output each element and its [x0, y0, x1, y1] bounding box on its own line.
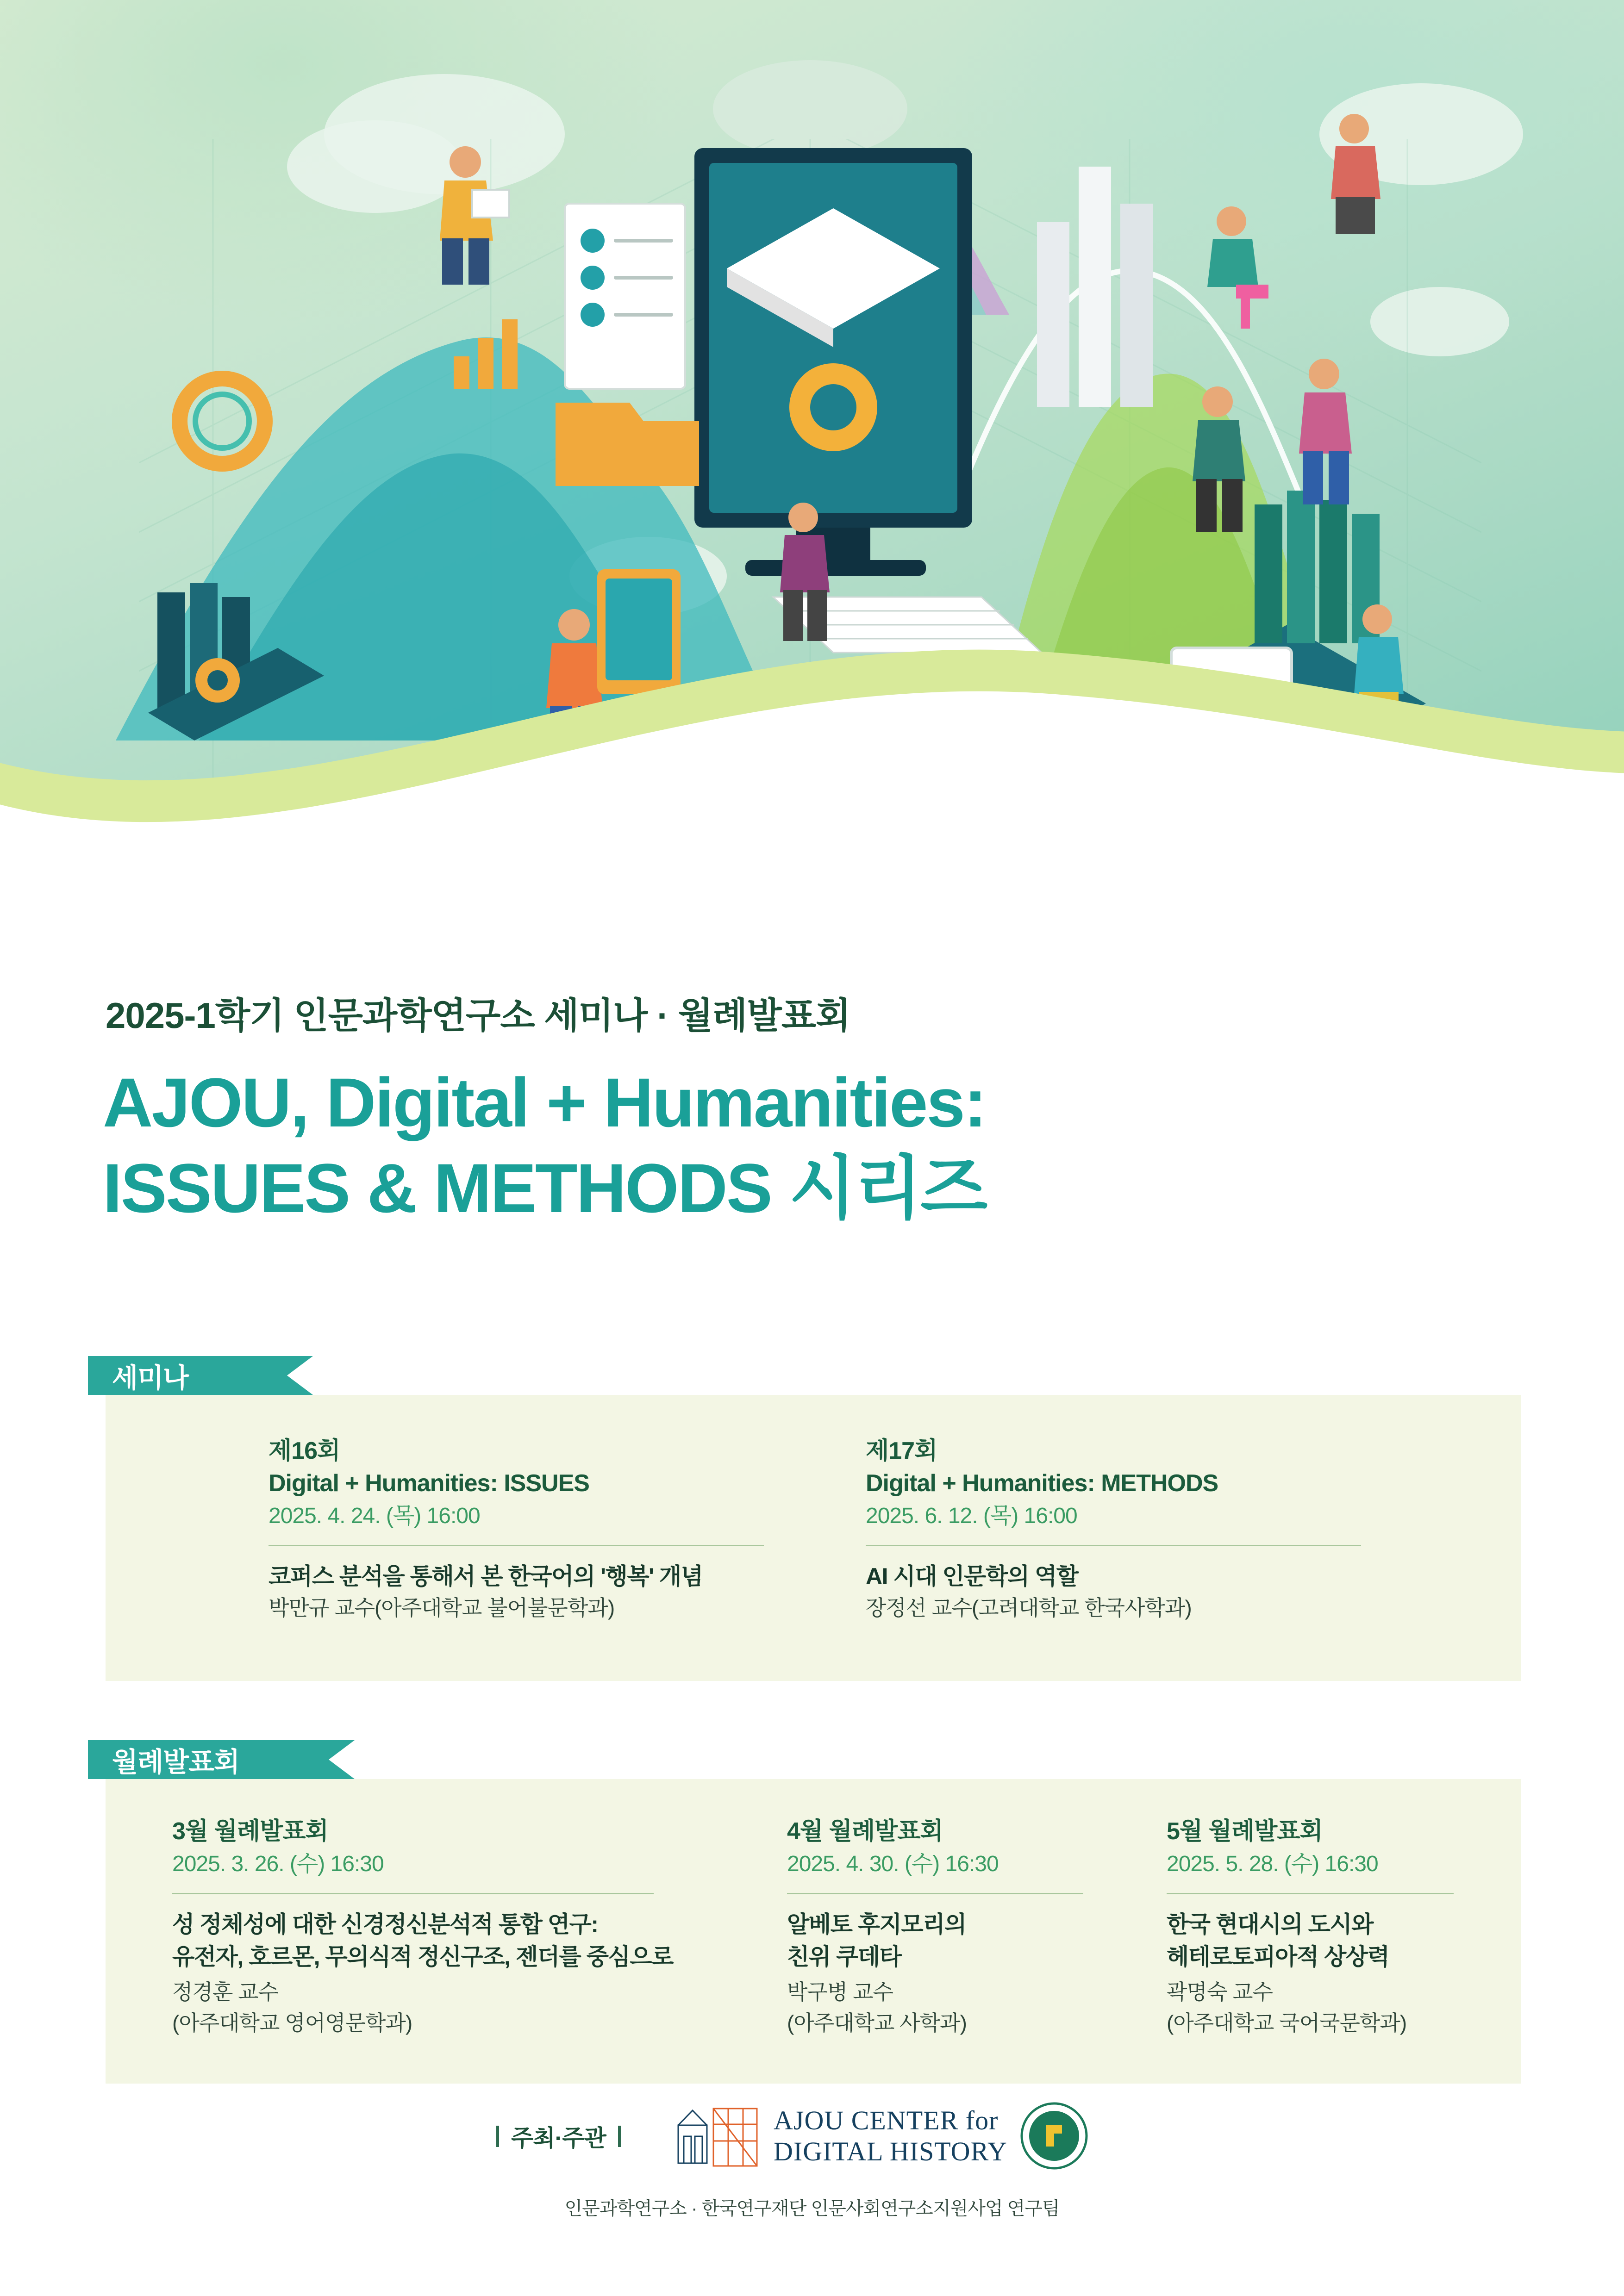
bar-chart-illustration [435, 296, 556, 398]
seminar-series: Digital + Humanities: METHODS [866, 1470, 1218, 1497]
monthly-round: 3월 월례발표회 [172, 1818, 328, 1845]
divider [172, 1893, 654, 1894]
page-title [103, 1060, 986, 1231]
seminar-card [866, 1435, 1468, 1624]
seminar-card [269, 1435, 870, 1624]
person-figure [1278, 352, 1375, 509]
footer-note: 인문과학연구소 · 한국연구재단 인문사회연구소지원사업 연구팀 [564, 2198, 1060, 2219]
seminar-talk-title: AI 시대 인문학의 역할 [866, 1563, 1078, 1590]
footer [0, 2092, 1624, 2296]
hero-illustration [0, 0, 1624, 953]
host-label: 주최·주관 [511, 2125, 606, 2151]
divider-bar [618, 2126, 621, 2147]
seminar-round: 제17회 [866, 1437, 937, 1464]
refresh-circle-icon [162, 361, 282, 481]
divider [787, 1893, 1083, 1894]
monthly-speaker-affiliation: (아주대학교 영어영문학과) [172, 2010, 412, 2035]
seminar-talk-title: 코퍼스 분석을 통해서 본 한국어의 '행복' 개념 [269, 1563, 703, 1590]
logo-group [674, 2097, 1089, 2175]
section-tag-monthly-label: 월례발표회 [112, 1747, 240, 1777]
person-figure [417, 139, 518, 292]
logo-line-2: DIGITAL HISTORY [774, 2136, 1007, 2166]
monthly-datetime: 2025. 3. 26. (수) 16:30 [172, 1852, 384, 1877]
divider [866, 1545, 1361, 1546]
monthly-talk-title-line2: 유전자, 호르몬, 무의식적 정신구조, 젠더를 중심으로 [172, 1944, 673, 1970]
seminar-series: Digital + Humanities: ISSUES [269, 1470, 589, 1497]
monthly-talk-title-line1: 한국 현대시의 도시와 [1167, 1911, 1373, 1938]
section-tag-monthly [88, 1740, 329, 1779]
page-title-line2: ISSUES & METHODS 시리즈 [103, 1149, 987, 1227]
seminar-datetime: 2025. 4. 24. (목) 16:00 [269, 1504, 480, 1529]
divider-bar [496, 2126, 499, 2147]
monthly-speaker-affiliation: (아주대학교 국어국문학과) [1167, 2010, 1407, 2035]
host-label-group [496, 2120, 621, 2153]
monthly-speaker-name: 정경훈 교수 [172, 1980, 278, 2004]
section-tag-seminar [88, 1356, 287, 1395]
section-tag-seminar-label: 세미나 [112, 1363, 189, 1393]
monthly-talk-title-line2: 헤테로토피아적 상상력 [1167, 1944, 1389, 1970]
monthly-card [172, 1815, 681, 2039]
person-figure [1185, 199, 1282, 338]
monthly-talk-title-line2: 친위 쿠데타 [787, 1944, 901, 1970]
monthly-round: 5월 월례발표회 [1167, 1818, 1323, 1845]
monthly-card [787, 1815, 1204, 2039]
divider [1167, 1893, 1454, 1894]
person-figure [1310, 106, 1403, 264]
towers-illustration [1009, 83, 1185, 417]
logo-line-1: AJOU CENTER for [774, 2105, 999, 2135]
divider [269, 1545, 764, 1546]
monthly-talk-title-line1: 알베토 후지모리의 [787, 1911, 966, 1938]
page-kicker: 2025-1학기 인문과학연구소 세미나 · 월례발표회 [106, 995, 850, 1036]
monthly-speaker-affiliation: (아주대학교 사학과) [787, 2010, 967, 2035]
ajou-center-logo-icon [674, 2097, 762, 2175]
hero-bottom-curve [0, 546, 1624, 953]
person-figure [1171, 380, 1268, 537]
monthly-datetime: 2025. 4. 30. (수) 16:30 [787, 1852, 999, 1877]
seminar-round: 제16회 [269, 1437, 340, 1464]
monthly-speaker-name: 곽명숙 교수 [1167, 1980, 1273, 2004]
ajou-university-seal-icon [1019, 2101, 1089, 2171]
seminar-speaker: 박만규 교수(아주대학교 불어불문학과) [269, 1596, 615, 1620]
page-title-line1: AJOU, Digital + Humanities: [103, 1064, 986, 1141]
documents-illustration [546, 185, 741, 509]
monthly-speaker-name: 박구병 교수 [787, 1980, 893, 2004]
seminar-datetime: 2025. 6. 12. (목) 16:00 [866, 1504, 1077, 1529]
monthly-card [1167, 1815, 1583, 2039]
monthly-round: 4월 월례발표회 [787, 1818, 943, 1845]
monthly-datetime: 2025. 5. 28. (수) 16:30 [1167, 1852, 1378, 1877]
logo-text-block [774, 2105, 1007, 2167]
monthly-talk-title-line1: 성 정체성에 대한 신경정신분석적 통합 연구: [172, 1911, 598, 1938]
seminar-speaker: 장정선 교수(고려대학교 한국사학과) [866, 1596, 1192, 1620]
